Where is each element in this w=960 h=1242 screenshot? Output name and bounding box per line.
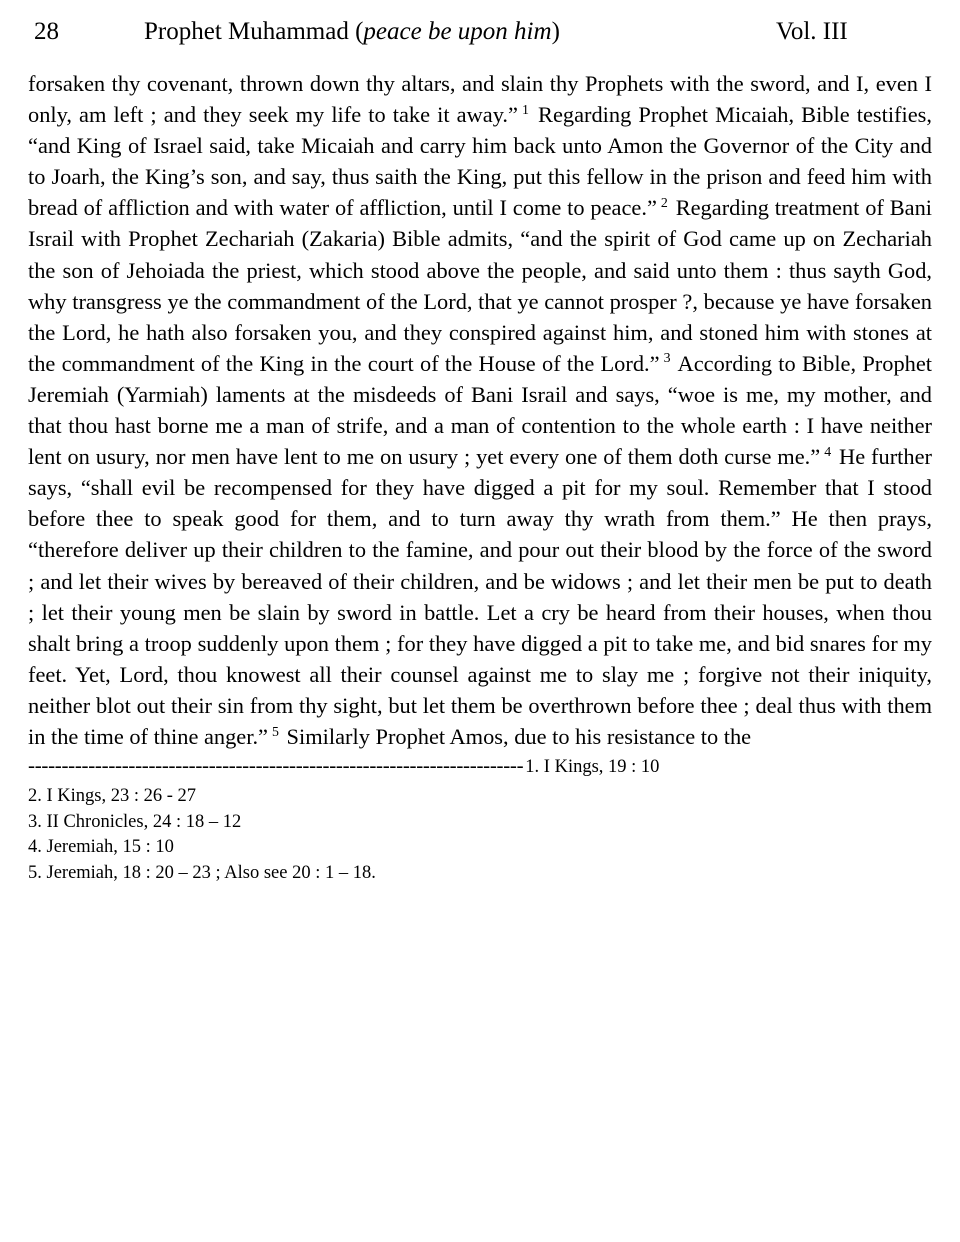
footnote-separator-row: [28, 754, 932, 778]
volume-label: Vol. III: [776, 18, 848, 45]
running-title-main: Prophet Muhammad (: [144, 18, 364, 45]
footnote-item-5: 5. Jeremiah, 18 : 20 – 23 ; Also see 20 : 1 – 18.: [28, 862, 376, 883]
footnote-item-4: 4. Jeremiah, 15 : 10: [28, 837, 174, 858]
text-segment-6: Similarly Prophet Amos, due to his resistance to the: [286, 723, 752, 749]
text-segment-3: Regarding treatment of Bani Israil with Prophet Zechariah (Zakaria) Bible admits, “and the spirit of God came up on Zechariah the son of Jehoiada the priest, which stood above the people, and said unto them : thus sayth God, why transgress ye the commandment of the Lord, that ye cannot prosper ?, because ye have forsaken the Lord, he hath also forsaken you, and they conspired against him, and stoned him with stones at the commandment of the King in the court of the House of the Lord.”: [28, 195, 932, 376]
footnote-ref-3: 3: [663, 351, 671, 367]
page-header: [0, 0, 960, 46]
running-title-italic: peace be upon him: [363, 18, 552, 45]
footnote-item-1: 1. I Kings, 19 : 10: [525, 757, 660, 778]
footnote-ref-2: 2: [660, 195, 668, 211]
text-segment-1: forsaken thy covenant, thrown down thy altars, and slain thy Prophets with the sword, and I, even I only, am left ; and they seek my life to take it away.”: [28, 71, 932, 128]
running-title-close: ): [551, 18, 560, 45]
footnote-separator: --------------------------------------------------------------------------: [28, 754, 524, 777]
text-segment-2: Regarding Prophet Micaiah, Bible testifies, “and King of Israel said, take Micaiah and carry him back unto Amon the Governor of the City and to Joarh, the King’s son, and say, thus saith the King, put this fellow in the prison and feed him with bread of affliction and with water of affliction, until I come to peace.”: [28, 102, 932, 221]
footnote-ref-5: 5: [272, 724, 279, 740]
body-paragraph: [28, 68, 932, 752]
running-title: [134, 18, 748, 46]
text-segment-4: According to Bible, Prophet Jeremiah (Yarmiah) laments at the misdeeds of Bani Israil and says, “woe is me, my mother, and that thou hast borne me a man of strife, and a man of contention to the whole earth : I have neither lent on usury, nor men have lent to me on usury ; yet every one of them doth curse me.”: [28, 350, 932, 470]
page-number: 28: [34, 18, 59, 45]
footnote-list: [28, 784, 932, 886]
footnote-item-2: 2. I Kings, 23 : 26 - 27: [28, 786, 197, 807]
text-segment-5: He further says, “shall evil be recompensed for they have digged a pit for my soul. Remember that I stood before thee to speak good for them, and to turn away thy wrath from them.” He then prays, “therefore deliver up their children to the famine, and pour out their blood by the force of the sword ; and let their wives by bereaved of their children, and be widows ; and let their men be put to death ; let their young men be slain by sword in battle. Let a cry be heard from their houses, when thou shalt bring a troop suddenly upon them ; for they have digged a pit to take me, and bid snares for my feet. Yet, Lord, thou knowest all their counsel against me to slay me ; forgive not their iniquity, neither blot out their sin from thy sight, but let them be overthrown before thee ; deal thus with them in the time of thine anger.”: [28, 444, 932, 749]
footnote-item-3: 3. II Chronicles, 24 : 18 – 12: [28, 811, 242, 832]
footnote-ref-1: 1: [521, 102, 529, 118]
footnote-ref-4: 4: [824, 444, 832, 460]
